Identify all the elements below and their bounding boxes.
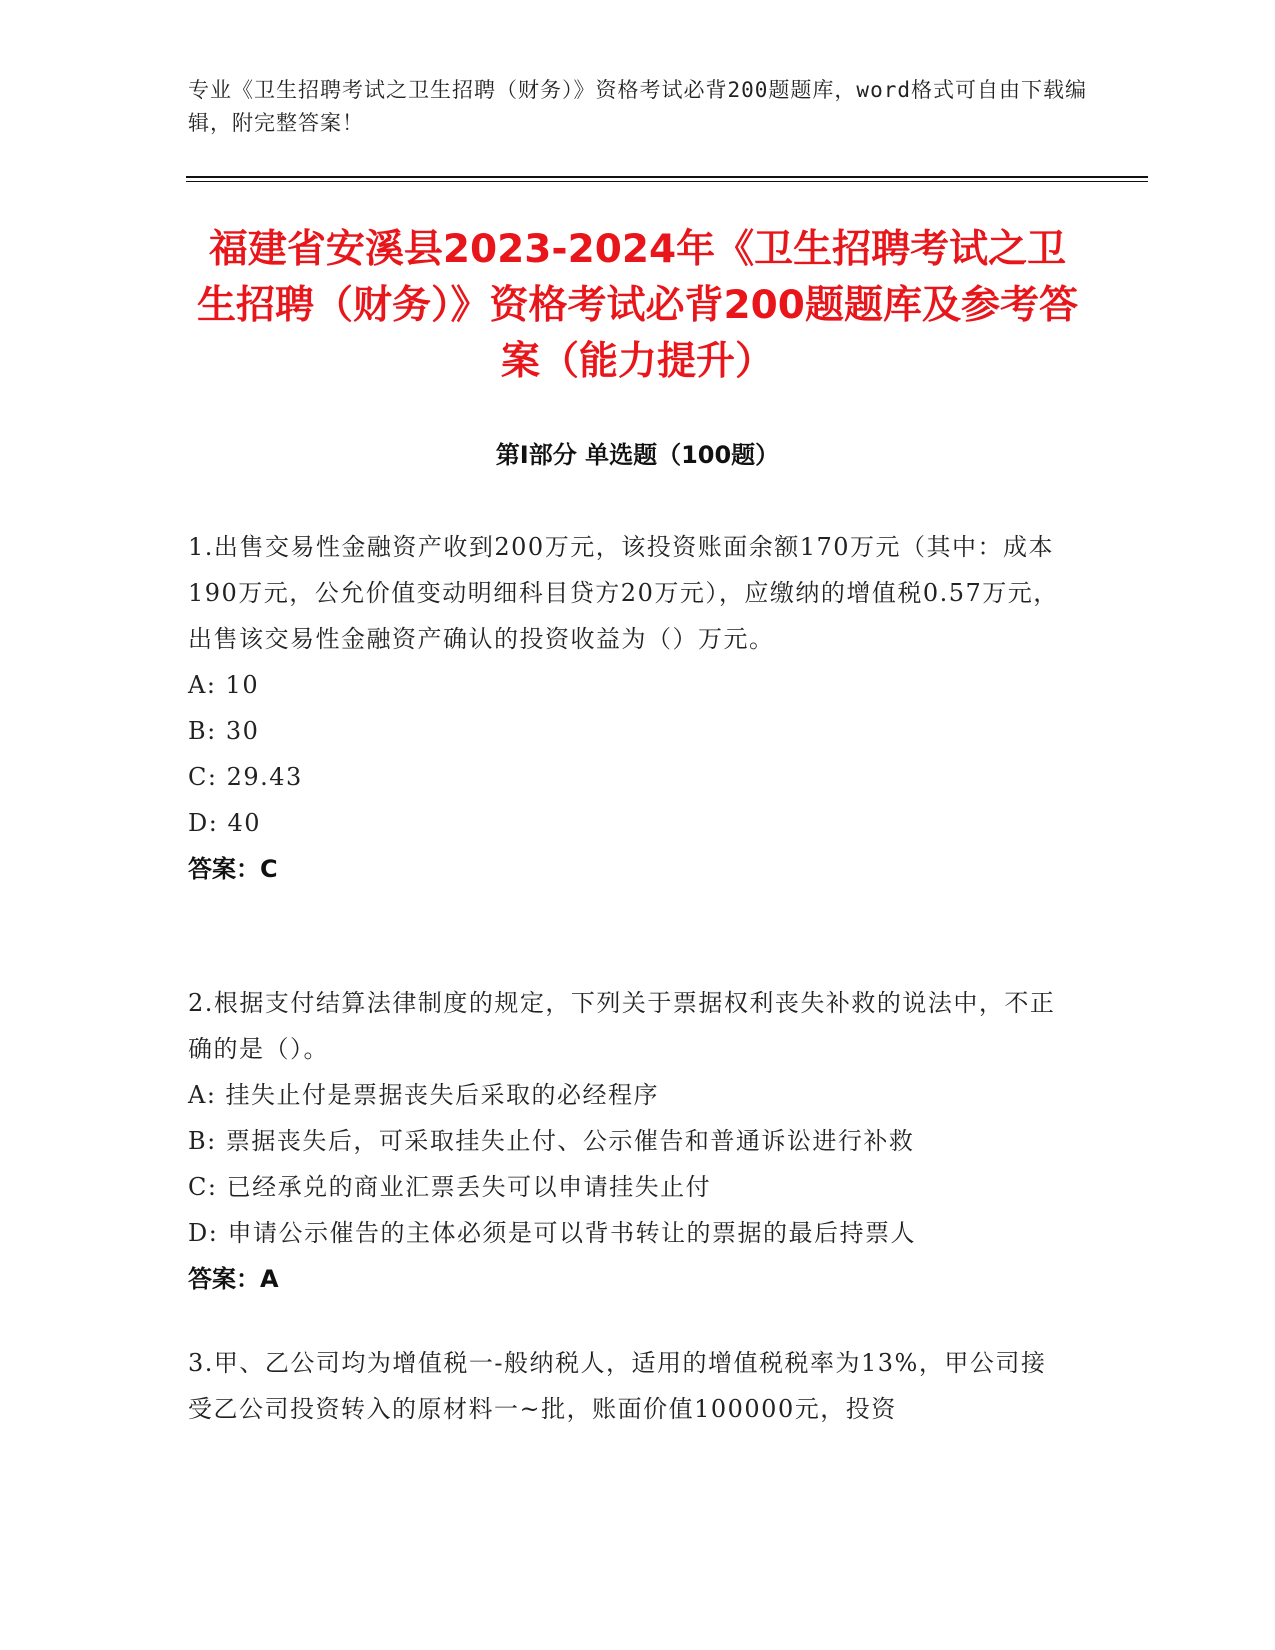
option-d: D: 40: [188, 809, 261, 837]
section-title: 第Ⅰ部分 单选题（100题）: [495, 441, 780, 469]
answer: 答案：C: [188, 855, 278, 883]
header-divider-thin: [186, 181, 1148, 182]
answer: 答案：A: [188, 1265, 279, 1293]
question-stem: 1.出售交易性金融资产收到200万元，该投资账面余额170万元（其中：成本190万元，公允价值变动明细科目贷方20万元），应缴纳的增值税0.57万元，出售该交易性金融资产确认的投资收益为（）万元。: [188, 533, 1059, 653]
option-b: B: 票据丧失后，可采取挂失止付、公示催告和普通诉讼进行补救: [188, 1127, 915, 1155]
header-divider-thick: [186, 176, 1148, 178]
question-3: [188, 1340, 1068, 1432]
option-c: C: 已经承兑的商业汇票丢失可以申请挂失止付: [188, 1173, 712, 1201]
option-c: C: 29.43: [188, 763, 303, 791]
question-1: [188, 524, 1068, 892]
option-a: A: 挂失止付是票据丧失后采取的必经程序: [188, 1081, 660, 1109]
question-2: [188, 980, 1068, 1302]
option-a: A: 10: [188, 671, 260, 699]
question-stem: 3.甲、乙公司均为增值税一-般纳税人，适用的增值税税率为13%，甲公司接受乙公司投资转入的原材料一~批，账面价值100000元，投资: [188, 1349, 1047, 1423]
option-b: B: 30: [188, 717, 260, 745]
header-note: 专业《卫生招聘考试之卫生招聘（财务）》资格考试必背200题题库，word格式可自由下载编辑，附完整答案！: [188, 78, 1087, 135]
question-stem: 2.根据支付结算法律制度的规定，下列关于票据权利丧失补救的说法中，不正确的是（）。: [188, 989, 1056, 1063]
option-d: D: 申请公示催告的主体必须是可以背书转让的票据的最后持票人: [188, 1219, 916, 1247]
document-title: 福建省安溪县2023-2024年《卫生招聘考试之卫生招聘（财务）》资格考试必背200题题库及参考答案（能力提升）: [197, 227, 1078, 384]
